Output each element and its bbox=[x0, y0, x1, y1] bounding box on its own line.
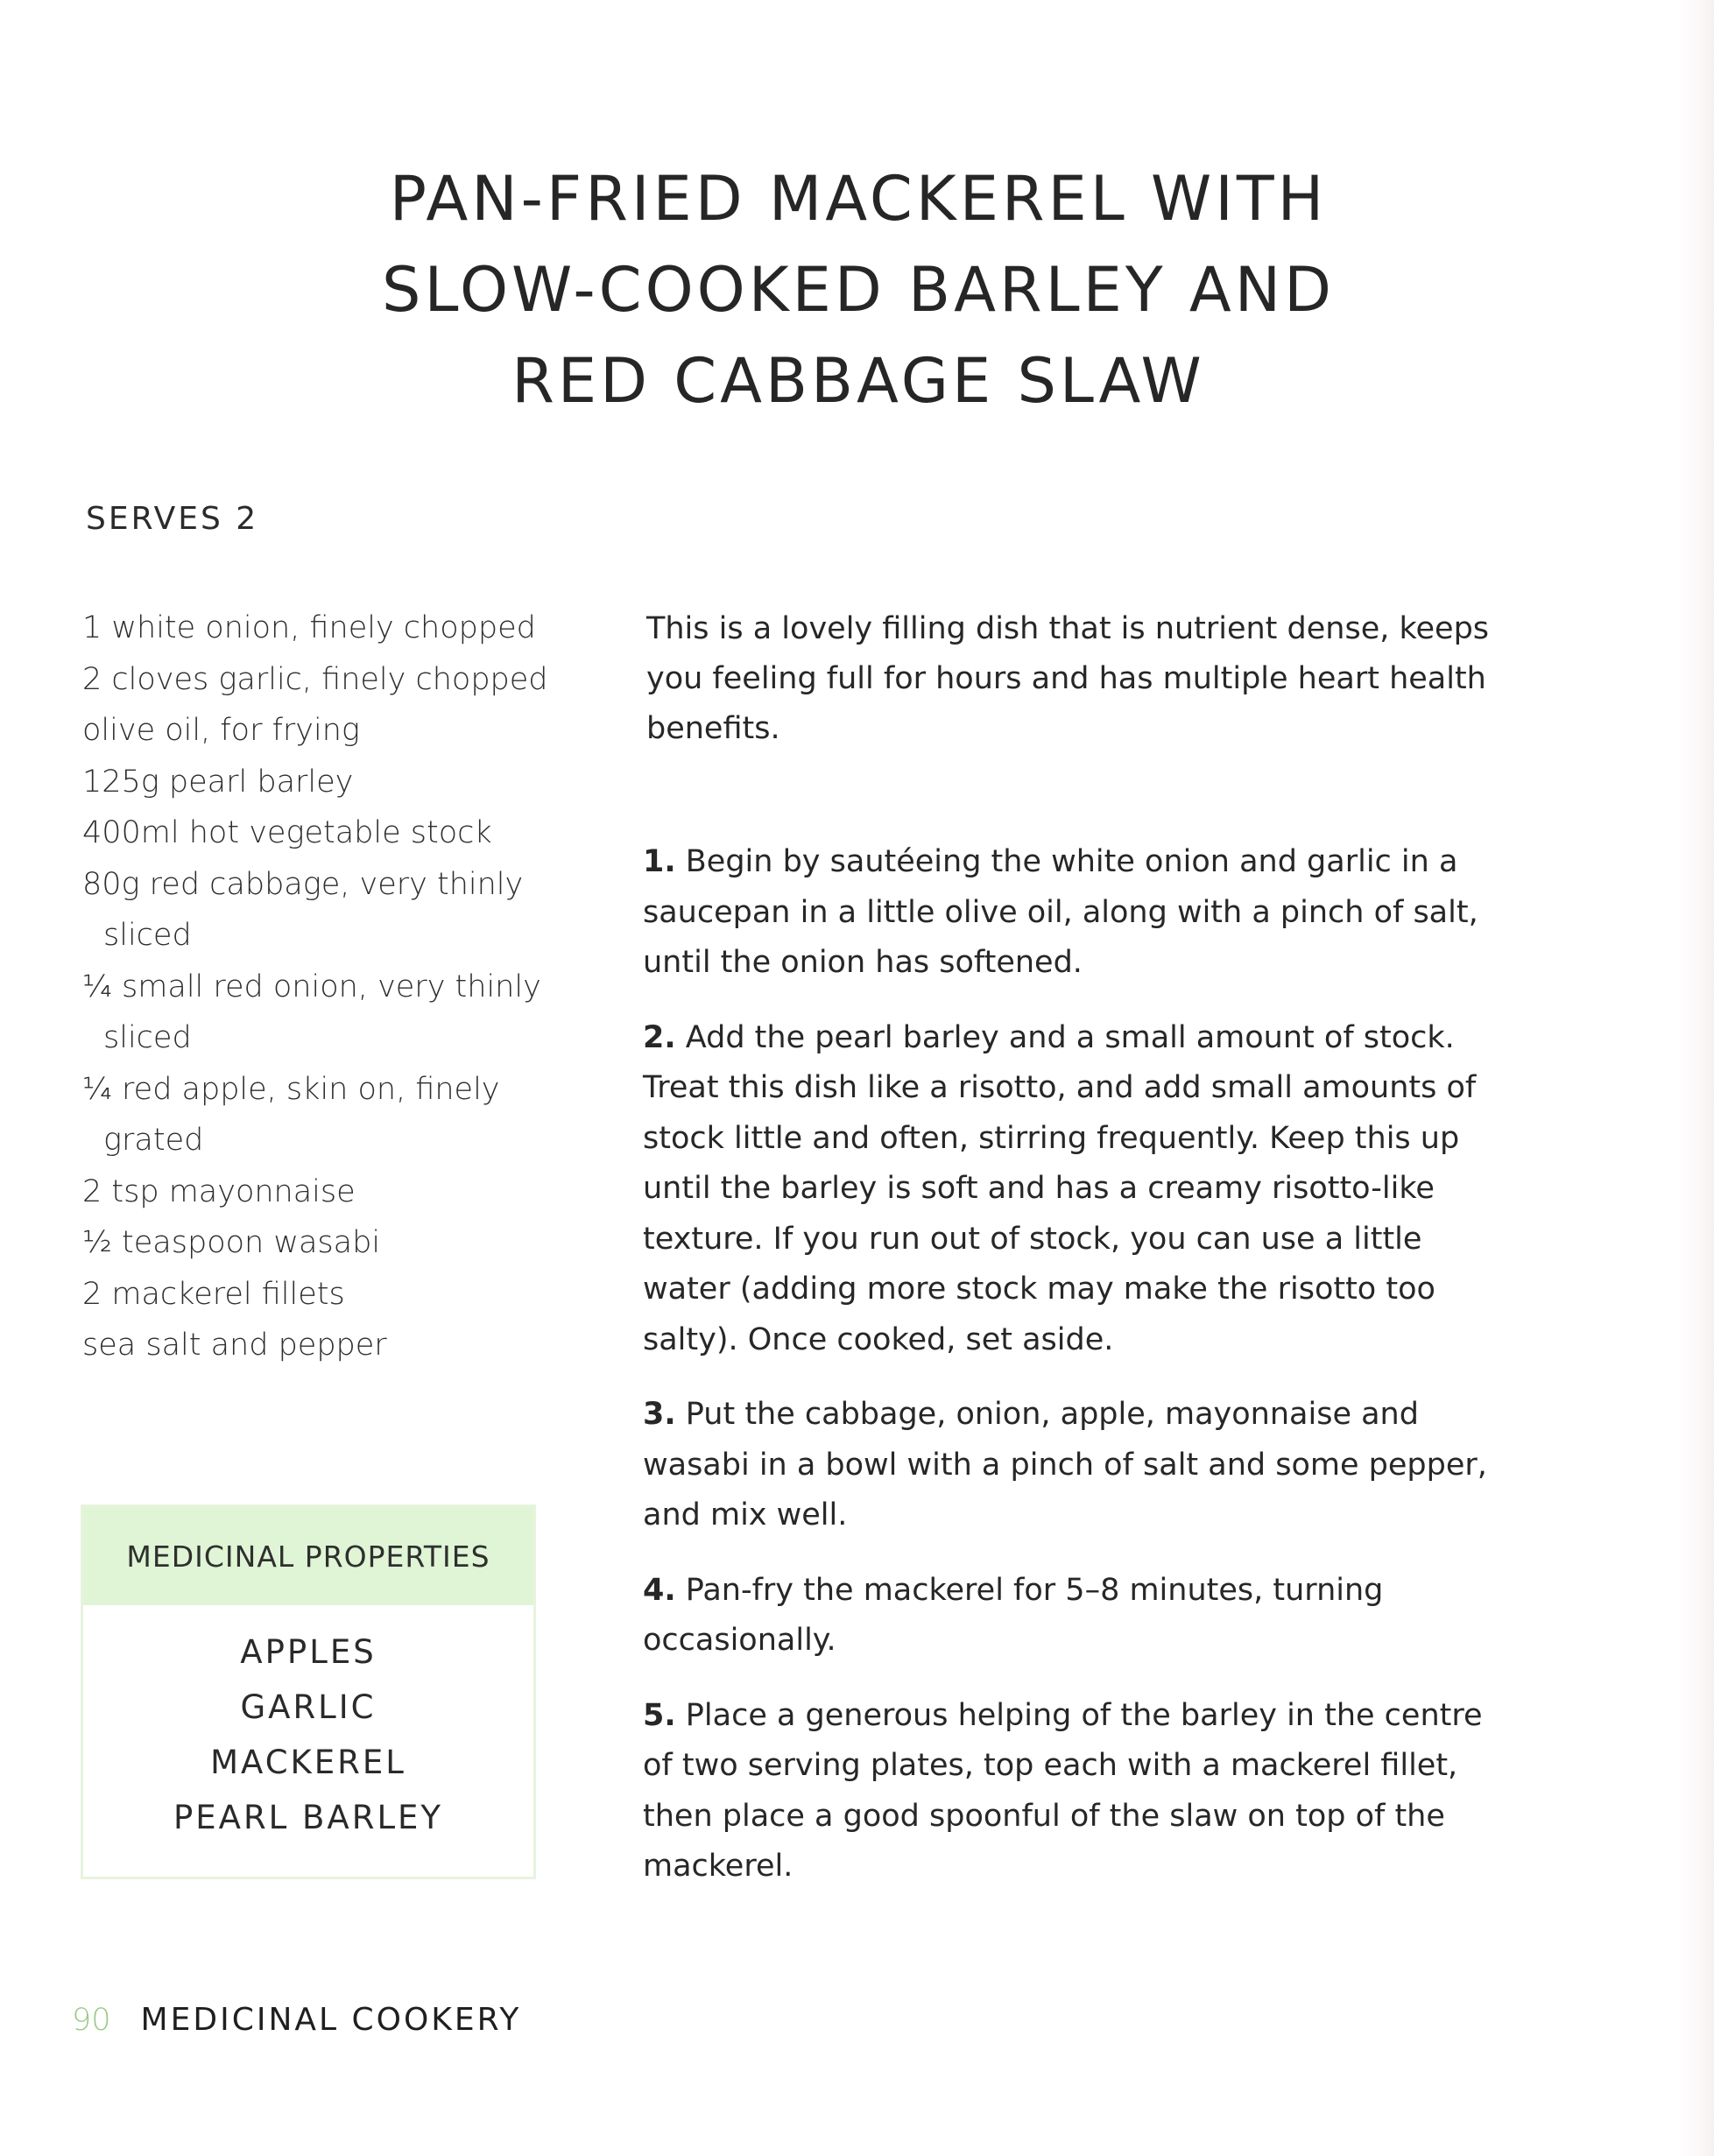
page-footer bbox=[72, 2002, 521, 2038]
ingredient-item: 1 white onion, finely chopped bbox=[82, 610, 536, 645]
ingredient-item: ½ teaspoon wasabi bbox=[82, 1225, 381, 1260]
ingredient-item: ¼ red apple, skin on, finely grated bbox=[82, 1071, 500, 1158]
ingredient-item: 80g red cabbage, very thinly sliced bbox=[82, 866, 524, 953]
ingredient-item: sea salt and pepper bbox=[82, 1328, 387, 1363]
medicinal-item: PEARL BARLEY bbox=[173, 1799, 444, 1836]
step-text: Add the pearl barley and a small amount of stock. Treat this dish like a risotto, and add small amounts of stock little and often, stirring frequently. Keep this up until the barley is soft and has a creamy risotto-like texture. If you run out of stock, you can use a little water (adding more stock may make the risotto too salty). Once cooked, set aside. bbox=[643, 1019, 1477, 1357]
medicinal-item: MACKEREL bbox=[210, 1744, 406, 1781]
medicinal-item: GARLIC bbox=[240, 1688, 377, 1726]
medicinal-properties-heading: MEDICINAL PROPERTIES bbox=[83, 1507, 533, 1605]
method-step bbox=[643, 1691, 1519, 1892]
ingredient-item: ¼ small red onion, very thinly sliced bbox=[82, 969, 541, 1055]
ingredients-list bbox=[82, 602, 590, 1371]
serves-label: SERVES 2 bbox=[86, 501, 259, 537]
recipe-intro: This is a lovely filling dish that is nutrient dense, keeps you feeling full for hours and has multiple heart health benefits. bbox=[646, 611, 1490, 746]
ingredient-item: 2 mackerel fillets bbox=[82, 1276, 345, 1312]
medicinal-properties-box bbox=[81, 1504, 536, 1879]
recipe-title bbox=[228, 153, 1489, 426]
method-steps bbox=[643, 837, 1519, 1917]
ingredient-item: 2 tsp mayonnaise bbox=[82, 1173, 356, 1209]
page-edge-shadow bbox=[1679, 0, 1714, 2156]
step-number: 1. bbox=[643, 844, 676, 879]
step-text: Begin by sautéeing the white onion and garlic in a saucepan in a little olive oil, along with a pinch of salt, until the onion has softened. bbox=[643, 844, 1478, 980]
method-step bbox=[643, 1566, 1519, 1666]
title-line: PAN-FRIED MACKEREL WITH bbox=[389, 162, 1328, 235]
ingredient-item: 400ml hot vegetable stock bbox=[82, 815, 492, 850]
ingredient-item: 2 cloves garlic, finely chopped bbox=[82, 661, 548, 697]
step-number: 5. bbox=[643, 1697, 676, 1733]
step-text: Pan-fry the mackerel for 5–8 minutes, turning occasionally. bbox=[643, 1572, 1384, 1658]
method-step bbox=[643, 1390, 1519, 1541]
step-number: 2. bbox=[643, 1019, 676, 1055]
ingredient-item: 125g pearl barley bbox=[82, 764, 354, 800]
title-line: RED CABBAGE SLAW bbox=[511, 344, 1205, 417]
ingredient-item: olive oil, for frying bbox=[82, 713, 360, 748]
medicinal-item: APPLES bbox=[240, 1633, 377, 1671]
step-text: Put the cabbage, onion, apple, mayonnaise and wasabi in a bowl with a pinch of salt and some pepper, and mix well. bbox=[643, 1397, 1487, 1532]
step-number: 3. bbox=[643, 1397, 676, 1432]
step-text: Place a generous helping of the barley in the centre of two serving plates, top each with a mackerel fillet, then place a good spoonful of the slaw on top of the mackerel. bbox=[643, 1697, 1483, 1884]
step-number: 4. bbox=[643, 1572, 676, 1608]
medicinal-properties-list bbox=[83, 1605, 533, 1845]
section-name: MEDICINAL COOKERY bbox=[140, 2002, 522, 2038]
method-step bbox=[643, 1013, 1519, 1366]
title-line: SLOW-COOKED BARLEY AND bbox=[382, 253, 1335, 326]
page-number: 90 bbox=[72, 2003, 111, 2038]
method-step bbox=[643, 837, 1519, 989]
